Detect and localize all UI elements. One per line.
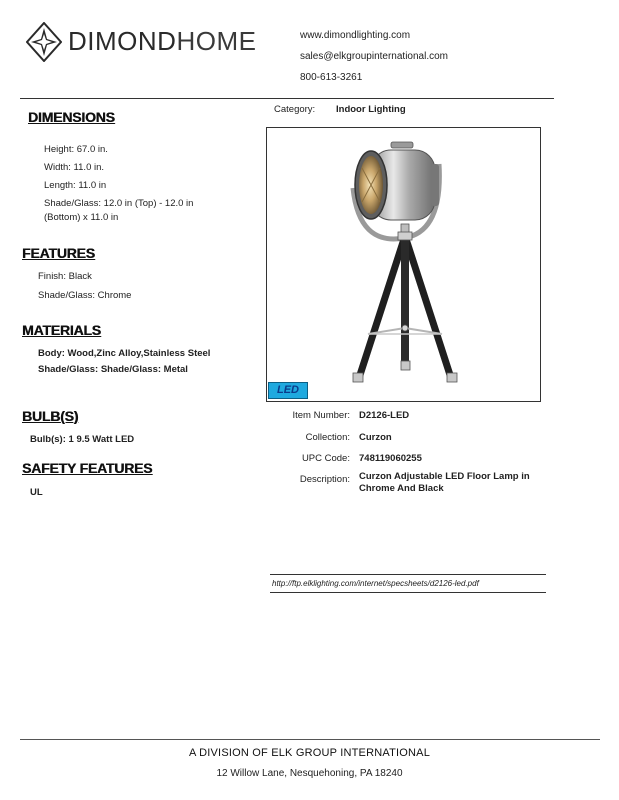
product-image-frame	[266, 127, 541, 402]
description-line1: Curzon Adjustable LED Floor Lamp in	[359, 471, 530, 482]
led-badge: LED	[268, 382, 308, 399]
header-divider	[20, 98, 554, 99]
upc-value: 748119060255	[359, 453, 422, 464]
dimension-height: Height: 67.0 in.	[44, 144, 108, 155]
floor-lamp-image	[267, 128, 540, 401]
url-divider-top	[270, 574, 546, 575]
dimension-shade-line2: (Bottom) x 11.0 in	[44, 212, 119, 223]
website-link[interactable]: www.dimondlighting.com	[300, 30, 411, 41]
feature-finish: Finish: Black	[38, 271, 92, 282]
url-divider-bottom	[270, 592, 546, 593]
material-body: Body: Wood,Zinc Alloy,Stainless Steel	[38, 348, 211, 359]
bulbs-title: BULB(S)	[22, 408, 79, 424]
safety-value: UL	[30, 487, 43, 498]
brand-part-2: HOME	[176, 26, 257, 56]
item-number-label: Item Number:	[292, 410, 350, 421]
collection-label: Collection:	[305, 432, 350, 443]
brand-part-1: DIMOND	[68, 26, 177, 56]
category-value: Indoor Lighting	[336, 104, 406, 115]
feature-shade: Shade/Glass: Chrome	[38, 290, 132, 301]
dimension-shade-line1: Shade/Glass: 12.0 in (Top) - 12.0 in	[44, 198, 194, 209]
collection-value: Curzon	[359, 432, 392, 443]
email-link[interactable]: sales@elkgroupinternational.com	[300, 51, 449, 62]
item-number-value: D2126-LED	[359, 410, 410, 421]
bulbs-value: Bulb(s): 1 9.5 Watt LED	[30, 434, 135, 445]
description-label: Description:	[299, 474, 350, 485]
footer-division: A DIVISION OF ELK GROUP INTERNATIONAL	[188, 747, 431, 759]
spec-sheet-link[interactable]: http://ftp.elklighting.com/internet/specsheets/d2126-led.pdf	[272, 579, 479, 588]
dimensions-title: DIMENSIONS	[28, 109, 115, 125]
material-shade: Shade/Glass: Shade/Glass: Metal	[38, 364, 188, 375]
safety-title: SAFETY FEATURES	[22, 460, 153, 476]
features-title: FEATURES	[22, 245, 95, 261]
footer-divider	[20, 739, 600, 740]
phone-number: 800-613-3261	[300, 72, 363, 83]
category-label: Category:	[274, 104, 316, 115]
footer-address: 12 Willow Lane, Nesquehoning, PA 18240	[216, 768, 403, 779]
dimension-length: Length: 11.0 in	[44, 180, 107, 191]
materials-title: MATERIALS	[22, 322, 101, 338]
dimension-width: Width: 11.0 in.	[44, 162, 105, 173]
dimond-logo-icon	[26, 22, 62, 62]
description-line2: Chrome And Black	[359, 483, 444, 494]
upc-label: UPC Code:	[301, 453, 350, 464]
brand-name	[68, 26, 256, 57]
